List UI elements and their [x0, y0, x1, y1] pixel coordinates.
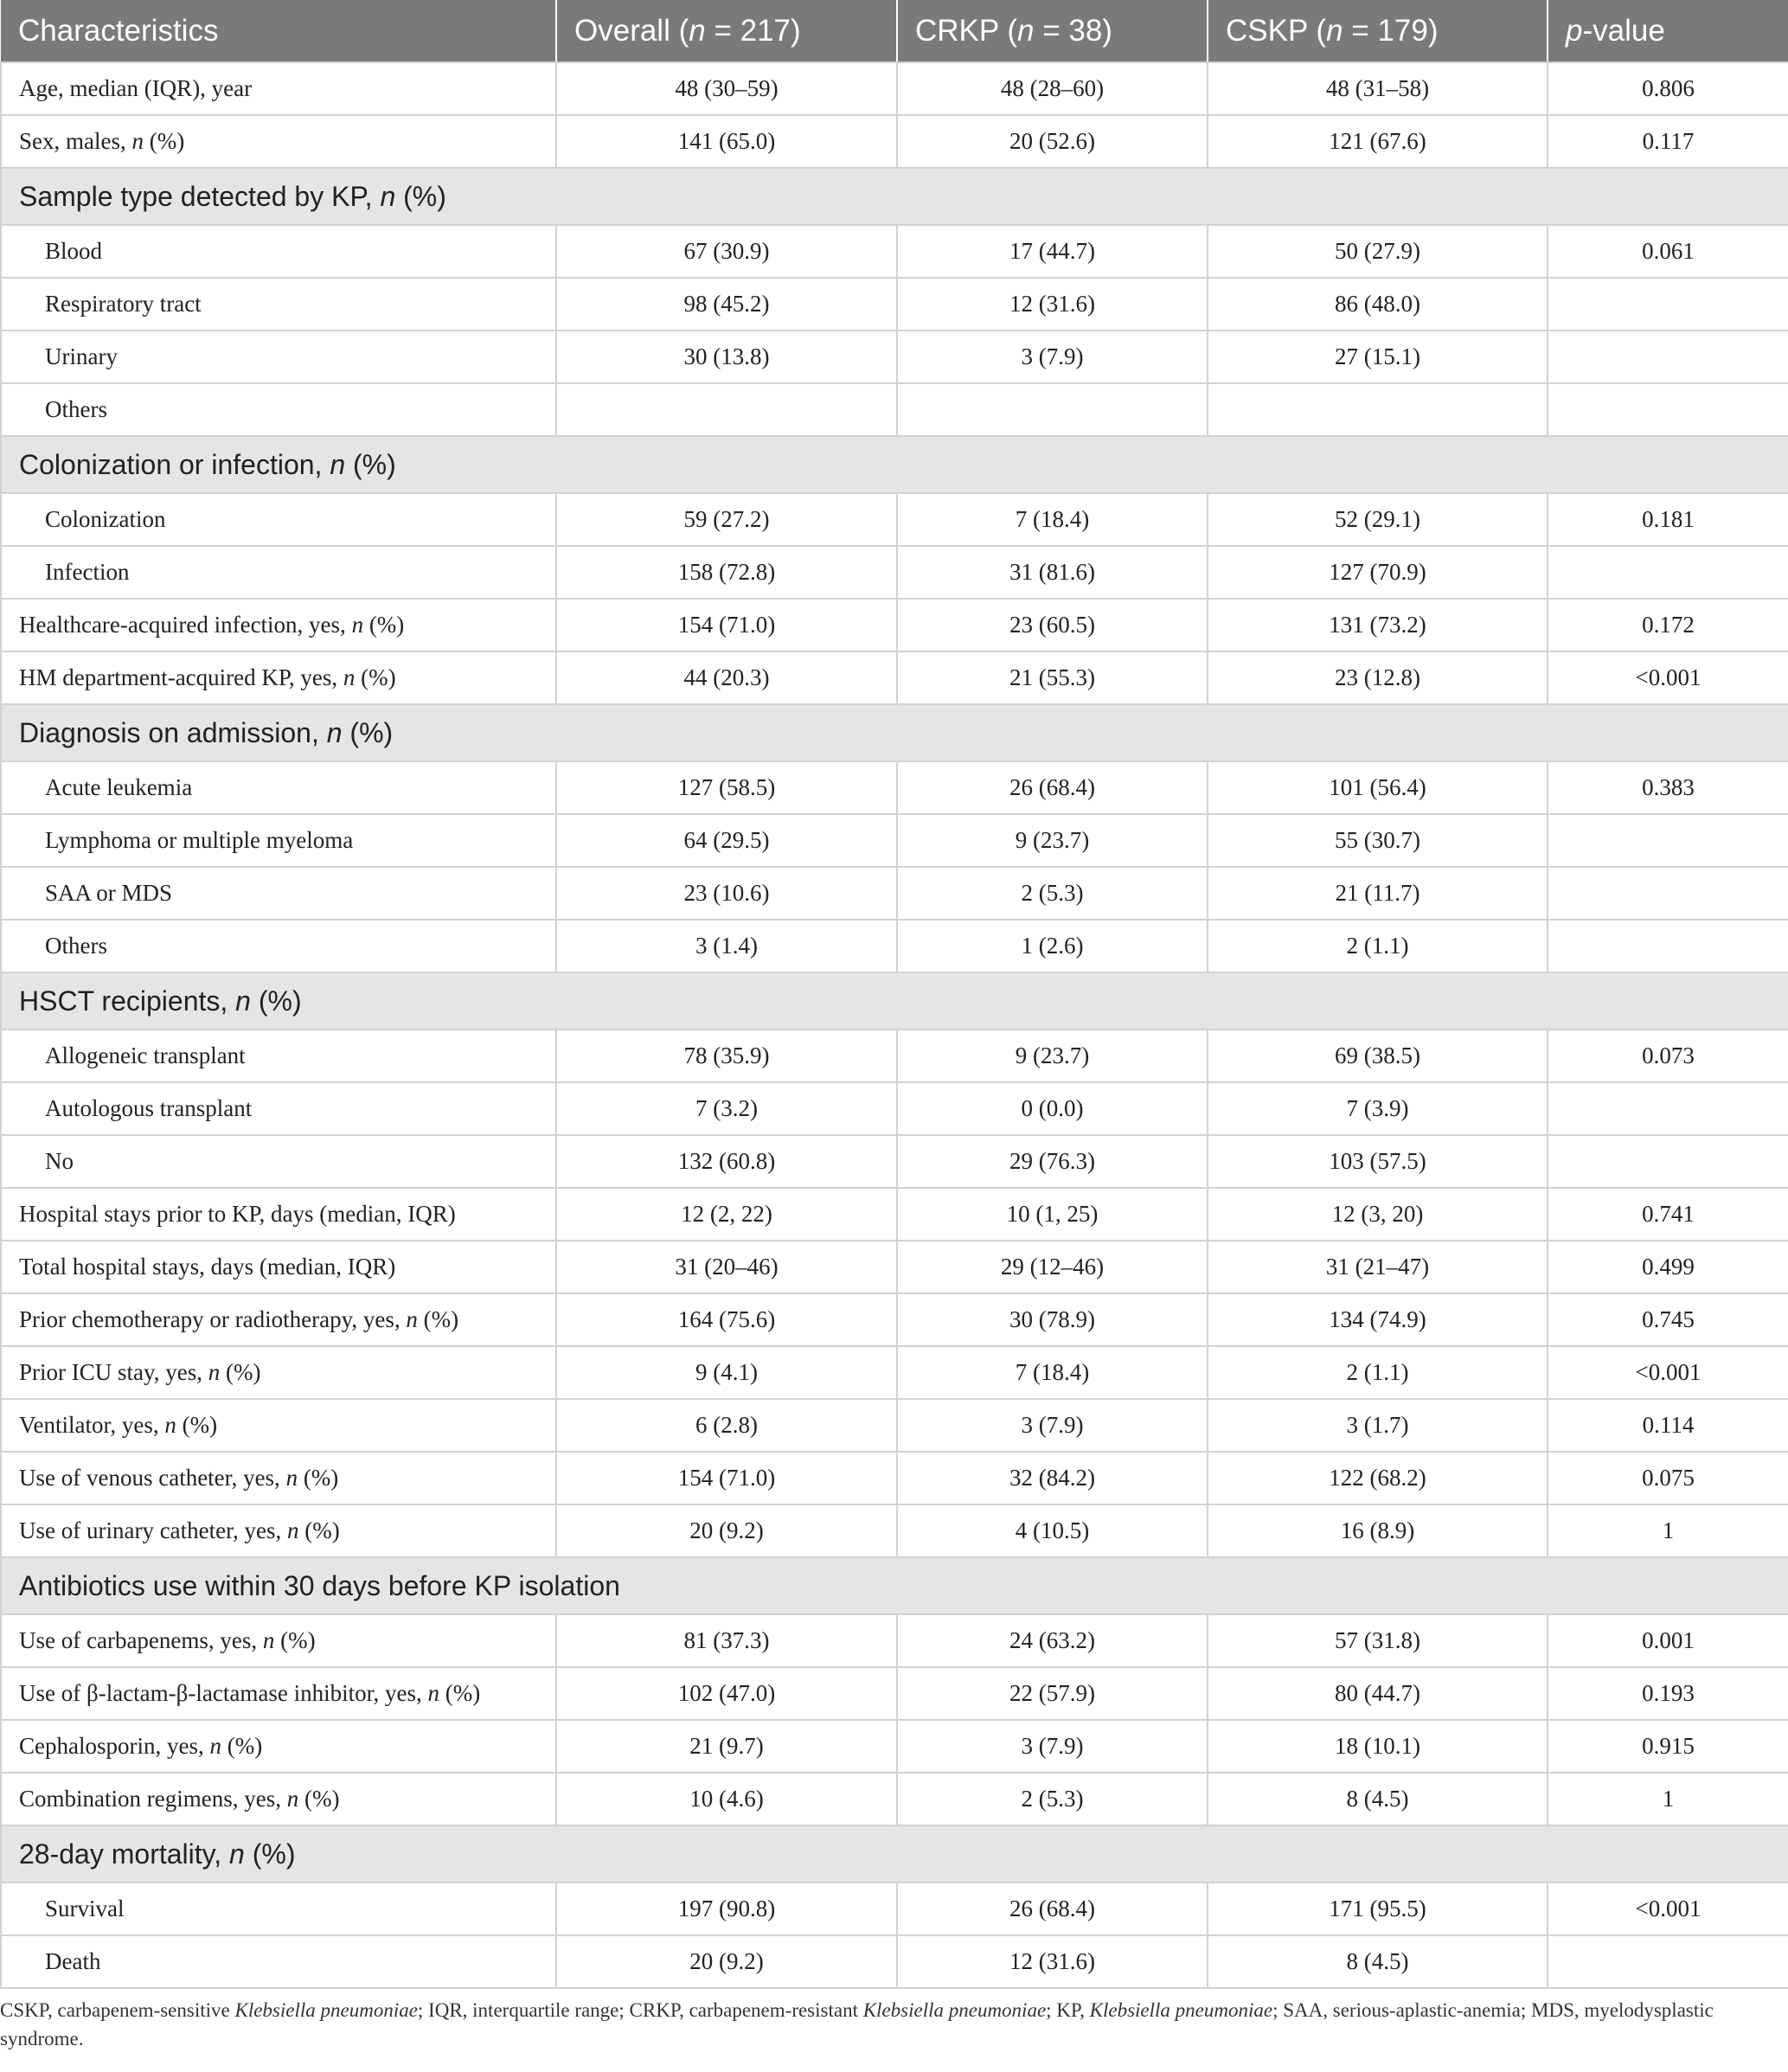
crkp-cell: 7 (18.4) [897, 493, 1208, 546]
header-characteristics: Characteristics [1, 0, 556, 62]
row-label: Others [1, 920, 556, 972]
p-value-cell [1548, 814, 1788, 867]
crkp-cell: 20 (52.6) [897, 115, 1208, 168]
cskp-cell: 27 (15.1) [1208, 330, 1548, 383]
cskp-cell: 86 (48.0) [1208, 278, 1548, 330]
crkp-cell: 2 (5.3) [897, 1773, 1208, 1825]
section-label: Sample type detected by KP, n (%) [1, 168, 1788, 225]
overall-cell: 12 (2, 22) [556, 1188, 897, 1241]
overall-cell: 20 (9.2) [556, 1504, 897, 1557]
cskp-cell: 122 (68.2) [1208, 1452, 1548, 1504]
crkp-cell: 24 (63.2) [897, 1614, 1208, 1667]
crkp-cell: 29 (12–46) [897, 1241, 1208, 1293]
overall-cell: 98 (45.2) [556, 278, 897, 330]
crkp-cell: 21 (55.3) [897, 651, 1208, 704]
table-row [1, 1082, 1788, 1135]
table-row [1, 278, 1788, 330]
table-row [1, 1504, 1788, 1557]
crkp-cell: 31 (81.6) [897, 546, 1208, 599]
p-value-cell: <0.001 [1548, 651, 1788, 704]
section-header-row [1, 436, 1788, 493]
crkp-cell: 0 (0.0) [897, 1082, 1208, 1135]
row-label: Hospital stays prior to KP, days (median, IQR) [1, 1188, 556, 1241]
crkp-cell: 12 (31.6) [897, 1935, 1208, 1988]
header-cskp: CSKP (n = 179) [1208, 0, 1548, 62]
crkp-cell: 22 (57.9) [897, 1667, 1208, 1720]
cskp-cell: 121 (67.6) [1208, 115, 1548, 168]
row-label: Allogeneic transplant [1, 1030, 556, 1082]
p-value-cell: 0.117 [1548, 115, 1788, 168]
row-label: Others [1, 383, 556, 436]
table-row [1, 1720, 1788, 1773]
p-value-cell: 0.172 [1548, 599, 1788, 651]
table-row [1, 867, 1788, 920]
overall-cell: 21 (9.7) [556, 1720, 897, 1773]
cskp-cell: 8 (4.5) [1208, 1935, 1548, 1988]
p-value-cell: 0.193 [1548, 1667, 1788, 1720]
crkp-cell: 23 (60.5) [897, 599, 1208, 651]
section-header-row [1, 1825, 1788, 1883]
section-header-row [1, 972, 1788, 1030]
row-label: HM department-acquired KP, yes, n (%) [1, 651, 556, 704]
crkp-cell [897, 383, 1208, 436]
table-row [1, 814, 1788, 867]
p-value-cell: 0.114 [1548, 1399, 1788, 1452]
overall-cell: 141 (65.0) [556, 115, 897, 168]
p-value-cell: 0.915 [1548, 1720, 1788, 1773]
table-row [1, 651, 1788, 704]
overall-cell: 154 (71.0) [556, 1452, 897, 1504]
footnote-segment: Klebsiella pneumoniae [1089, 1999, 1273, 2021]
p-value-cell: 0.061 [1548, 225, 1788, 278]
p-value-cell: 1 [1548, 1773, 1788, 1825]
row-label: Death [1, 1935, 556, 1988]
cskp-cell: 23 (12.8) [1208, 651, 1548, 704]
crkp-cell: 12 (31.6) [897, 278, 1208, 330]
crkp-cell: 1 (2.6) [897, 920, 1208, 972]
overall-cell: 102 (47.0) [556, 1667, 897, 1720]
overall-cell: 44 (20.3) [556, 651, 897, 704]
footnote-segment: Klebsiella pneumoniae [862, 1999, 1047, 2021]
table-row [1, 1614, 1788, 1667]
cskp-cell: 16 (8.9) [1208, 1504, 1548, 1557]
header-row [1, 0, 1788, 62]
cskp-cell: 2 (1.1) [1208, 920, 1548, 972]
overall-cell: 67 (30.9) [556, 225, 897, 278]
footnote-segment: ; IQR, interquartile range; CRKP, carbapenem-resistant [417, 1999, 863, 2021]
crkp-cell: 9 (23.7) [897, 1030, 1208, 1082]
overall-cell: 132 (60.8) [556, 1135, 897, 1188]
footnote-segment: Klebsiella pneumoniae [234, 1999, 418, 2021]
section-header-row [1, 704, 1788, 761]
table-row [1, 1241, 1788, 1293]
table-row [1, 1935, 1788, 1988]
row-label: Ventilator, yes, n (%) [1, 1399, 556, 1452]
overall-cell: 64 (29.5) [556, 814, 897, 867]
header-p-value: p-value [1548, 0, 1788, 62]
cskp-cell: 103 (57.5) [1208, 1135, 1548, 1188]
row-label: Autologous transplant [1, 1082, 556, 1135]
section-label: HSCT recipients, n (%) [1, 972, 1788, 1030]
crkp-cell: 26 (68.4) [897, 761, 1208, 814]
cskp-cell: 52 (29.1) [1208, 493, 1548, 546]
crkp-cell: 10 (1, 25) [897, 1188, 1208, 1241]
p-value-cell [1548, 383, 1788, 436]
crkp-cell: 48 (28–60) [897, 62, 1208, 115]
crkp-cell: 3 (7.9) [897, 330, 1208, 383]
table-row [1, 1030, 1788, 1082]
footnote-segment: ; KP, [1046, 1999, 1090, 2021]
p-value-cell: 0.745 [1548, 1293, 1788, 1346]
cskp-cell [1208, 383, 1548, 436]
p-value-cell: <0.001 [1548, 1346, 1788, 1399]
table-row [1, 1346, 1788, 1399]
table-row [1, 1773, 1788, 1825]
table-row [1, 62, 1788, 115]
overall-cell: 23 (10.6) [556, 867, 897, 920]
section-label: Antibiotics use within 30 days before KP isolation [1, 1557, 1788, 1614]
cskp-cell: 57 (31.8) [1208, 1614, 1548, 1667]
crkp-cell: 32 (84.2) [897, 1452, 1208, 1504]
row-label: Sex, males, n (%) [1, 115, 556, 168]
p-value-cell: 0.806 [1548, 62, 1788, 115]
row-label: Age, median (IQR), year [1, 62, 556, 115]
footnote-segment: CSKP, carbapenem-sensitive [0, 1999, 235, 2021]
overall-cell: 30 (13.8) [556, 330, 897, 383]
overall-cell [556, 383, 897, 436]
crkp-cell: 30 (78.9) [897, 1293, 1208, 1346]
section-header-row [1, 1557, 1788, 1614]
crkp-cell: 17 (44.7) [897, 225, 1208, 278]
p-value-cell: 0.499 [1548, 1241, 1788, 1293]
row-label: Use of urinary catheter, yes, n (%) [1, 1504, 556, 1557]
overall-cell: 9 (4.1) [556, 1346, 897, 1399]
cskp-cell: 18 (10.1) [1208, 1720, 1548, 1773]
table-row [1, 1293, 1788, 1346]
overall-cell: 31 (20–46) [556, 1241, 897, 1293]
table-row [1, 493, 1788, 546]
crkp-cell: 26 (68.4) [897, 1883, 1208, 1935]
row-label: Colonization [1, 493, 556, 546]
table-row [1, 1452, 1788, 1504]
cskp-cell: 69 (38.5) [1208, 1030, 1548, 1082]
table-row [1, 330, 1788, 383]
cskp-cell: 12 (3, 20) [1208, 1188, 1548, 1241]
table-row [1, 225, 1788, 278]
overall-cell: 78 (35.9) [556, 1030, 897, 1082]
p-value-cell [1548, 1135, 1788, 1188]
overall-cell: 127 (58.5) [556, 761, 897, 814]
cskp-cell: 48 (31–58) [1208, 62, 1548, 115]
overall-cell: 3 (1.4) [556, 920, 897, 972]
overall-cell: 81 (37.3) [556, 1614, 897, 1667]
row-label: Combination regimens, yes, n (%) [1, 1773, 556, 1825]
table-row [1, 920, 1788, 972]
cskp-cell: 50 (27.9) [1208, 225, 1548, 278]
crkp-cell: 2 (5.3) [897, 867, 1208, 920]
overall-cell: 48 (30–59) [556, 62, 897, 115]
row-label: Use of carbapenems, yes, n (%) [1, 1614, 556, 1667]
cskp-cell: 7 (3.9) [1208, 1082, 1548, 1135]
crkp-cell: 29 (76.3) [897, 1135, 1208, 1188]
overall-cell: 10 (4.6) [556, 1773, 897, 1825]
cskp-cell: 21 (11.7) [1208, 867, 1548, 920]
cskp-cell: 80 (44.7) [1208, 1667, 1548, 1720]
p-value-cell: 0.181 [1548, 493, 1788, 546]
p-value-cell [1548, 920, 1788, 972]
overall-cell: 7 (3.2) [556, 1082, 897, 1135]
cskp-cell: 2 (1.1) [1208, 1346, 1548, 1399]
table-row [1, 599, 1788, 651]
overall-cell: 154 (71.0) [556, 599, 897, 651]
row-label: SAA or MDS [1, 867, 556, 920]
section-label: 28-day mortality, n (%) [1, 1825, 1788, 1883]
crkp-cell: 3 (7.9) [897, 1720, 1208, 1773]
cskp-cell: 131 (73.2) [1208, 599, 1548, 651]
p-value-cell: 0.075 [1548, 1452, 1788, 1504]
section-label: Colonization or infection, n (%) [1, 436, 1788, 493]
p-value-cell: 0.001 [1548, 1614, 1788, 1667]
p-value-cell [1548, 278, 1788, 330]
overall-cell: 197 (90.8) [556, 1883, 897, 1935]
p-value-cell: 1 [1548, 1504, 1788, 1557]
crkp-cell: 9 (23.7) [897, 814, 1208, 867]
row-label: Prior ICU stay, yes, n (%) [1, 1346, 556, 1399]
table-body [1, 62, 1788, 1988]
row-label: No [1, 1135, 556, 1188]
cskp-cell: 31 (21–47) [1208, 1241, 1548, 1293]
row-label: Blood [1, 225, 556, 278]
p-value-cell [1548, 546, 1788, 599]
cskp-cell: 101 (56.4) [1208, 761, 1548, 814]
row-label: Total hospital stays, days (median, IQR) [1, 1241, 556, 1293]
p-value-cell: 0.383 [1548, 761, 1788, 814]
row-label: Infection [1, 546, 556, 599]
table-row [1, 383, 1788, 436]
table-row [1, 546, 1788, 599]
p-value-cell: 0.073 [1548, 1030, 1788, 1082]
table-row [1, 1883, 1788, 1935]
p-value-cell [1548, 1935, 1788, 1988]
p-value-cell [1548, 330, 1788, 383]
header-overall: Overall (n = 217) [556, 0, 897, 62]
row-label: Urinary [1, 330, 556, 383]
crkp-cell: 4 (10.5) [897, 1504, 1208, 1557]
row-label: Prior chemotherapy or radiotherapy, yes, n (%) [1, 1293, 556, 1346]
cskp-cell: 134 (74.9) [1208, 1293, 1548, 1346]
p-value-cell [1548, 1082, 1788, 1135]
cskp-cell: 127 (70.9) [1208, 546, 1548, 599]
table-row [1, 1135, 1788, 1188]
row-label: Use of venous catheter, yes, n (%) [1, 1452, 556, 1504]
footnote-segment: ; SAA, serious-aplastic-anemia; MDS, myelodysplastic syndrome. [0, 1999, 1714, 2050]
p-value-cell: <0.001 [1548, 1883, 1788, 1935]
crkp-cell: 3 (7.9) [897, 1399, 1208, 1452]
cskp-cell: 3 (1.7) [1208, 1399, 1548, 1452]
section-header-row [1, 168, 1788, 225]
row-label: Healthcare-acquired infection, yes, n (%) [1, 599, 556, 651]
row-label: Survival [1, 1883, 556, 1935]
p-value-cell [1548, 867, 1788, 920]
row-label: Respiratory tract [1, 278, 556, 330]
overall-cell: 158 (72.8) [556, 546, 897, 599]
header-crkp: CRKP (n = 38) [897, 0, 1208, 62]
table-row [1, 1188, 1788, 1241]
overall-cell: 20 (9.2) [556, 1935, 897, 1988]
cskp-cell: 8 (4.5) [1208, 1773, 1548, 1825]
overall-cell: 164 (75.6) [556, 1293, 897, 1346]
crkp-cell: 7 (18.4) [897, 1346, 1208, 1399]
row-label: Acute leukemia [1, 761, 556, 814]
table-footnote [0, 1989, 1788, 2053]
table-row [1, 1399, 1788, 1452]
cskp-cell: 171 (95.5) [1208, 1883, 1548, 1935]
table-row [1, 115, 1788, 168]
table-row [1, 1667, 1788, 1720]
cskp-cell: 55 (30.7) [1208, 814, 1548, 867]
row-label: Use of β-lactam-β-lactamase inhibitor, yes, n (%) [1, 1667, 556, 1720]
p-value-cell: 0.741 [1548, 1188, 1788, 1241]
overall-cell: 6 (2.8) [556, 1399, 897, 1452]
section-label: Diagnosis on admission, n (%) [1, 704, 1788, 761]
overall-cell: 59 (27.2) [556, 493, 897, 546]
row-label: Lymphoma or multiple myeloma [1, 814, 556, 867]
row-label: Cephalosporin, yes, n (%) [1, 1720, 556, 1773]
table-row [1, 761, 1788, 814]
